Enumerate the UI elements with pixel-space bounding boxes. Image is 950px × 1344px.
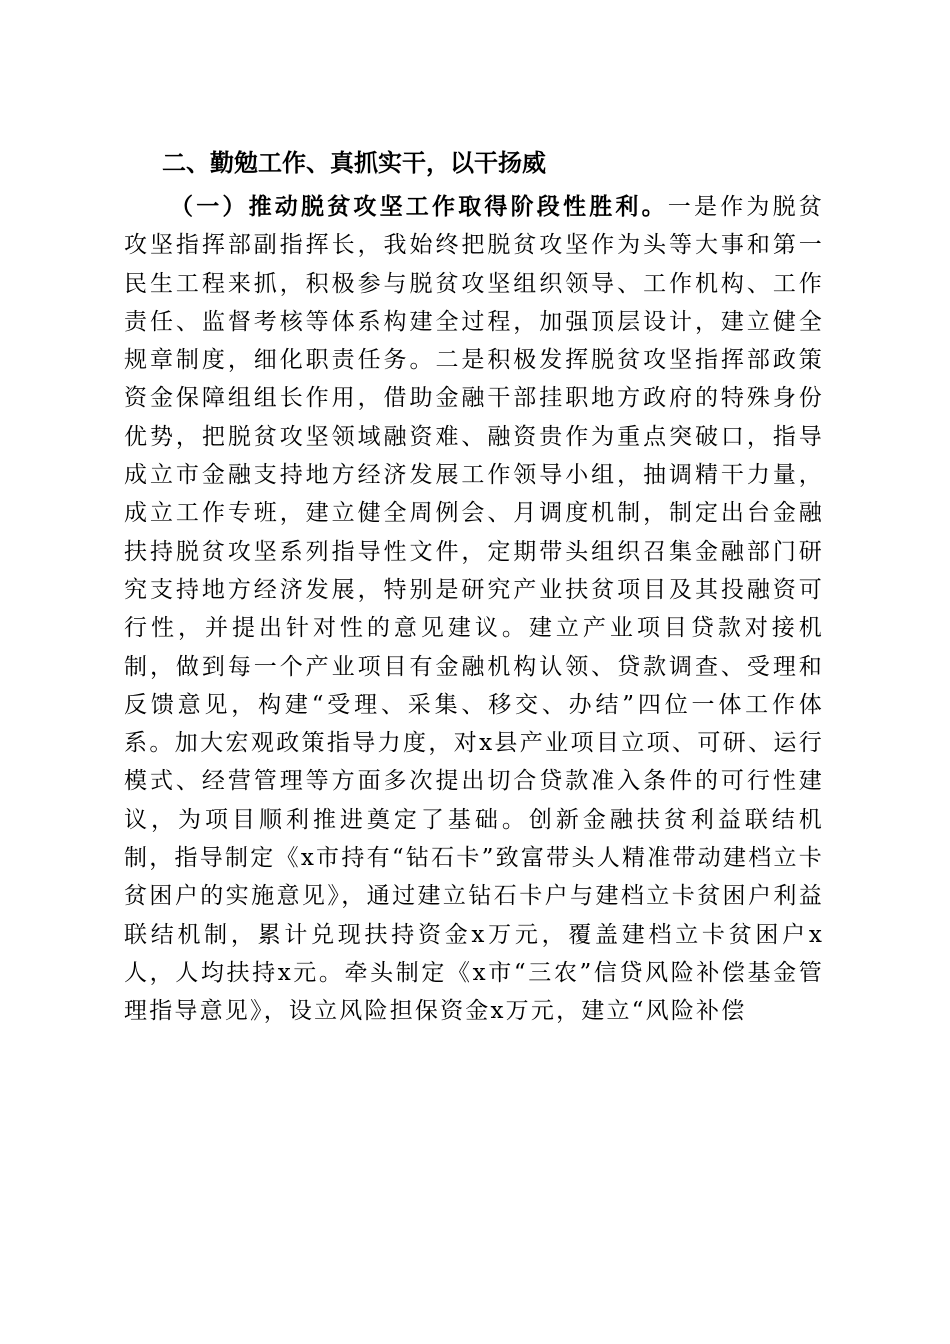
paragraph-subheading: （一）推动脱贫攻坚工作取得阶段性胜利。 [170,194,668,220]
section-heading: 二、勤勉工作、真抓实干，以干扬威 [162,149,546,177]
paragraph-text: 一是作为脱贫攻坚指挥部副指挥长，我始终把脱贫攻坚作为头等大事和第一民生工程来抓，积极参与脱贫攻坚组织领导、工作机构、工作责任、监督考核等体系构建全过程，加强顶层设计，建立健全规章制度，细化职责任务。二是积极发挥脱贫攻坚指挥部政策资金保障组组长作用，借助金融干部挂职地方政府的特殊身份优势，把脱贫攻坚领域融资难、融资贵作为重点突破口，指导成立市金融支持地方经济发展工作领导小组，抽调精干力量，成立工作专班，建立健全周例会、月调度机制，制定出台金融扶持脱贫攻坚系列指导性文件，定期带头组织召集金融部门研究支持地方经济发展，特别是研究产业扶贫项目及其投融资可行性，并提出针对性的意见建议。建立产业项目贷款对接机制，做到每一个产业项目有金融机构认领、贷款调查、受理和反馈意见，构建“受理、采集、移交、办结”四位一体工作体系。加大宏观政策指导力度，对x县产业项目立项、可研、运行模式、经营管理等方面多次提出切合贷款准入条件的可行性建议，为项目顺利推进奠定了基础。创新金融扶贫利益联结机制，指导制定《x市持有“钻石卡”致富带头人精准带动建档立卡贫困户的实施意见》，通过建立钻石卡户与建档立卡贫困户利益联结机制，累计兑现扶持资金x万元，覆盖建档立卡贫困户x人，人均扶持x元。牵头制定《x市“三农”信贷风险补偿基金管理指导意见》，设立风险担保资金x万元，建立“风险补偿 [124,194,824,1025]
document-content [124,138,824,1031]
body-paragraph [124,188,824,1031]
